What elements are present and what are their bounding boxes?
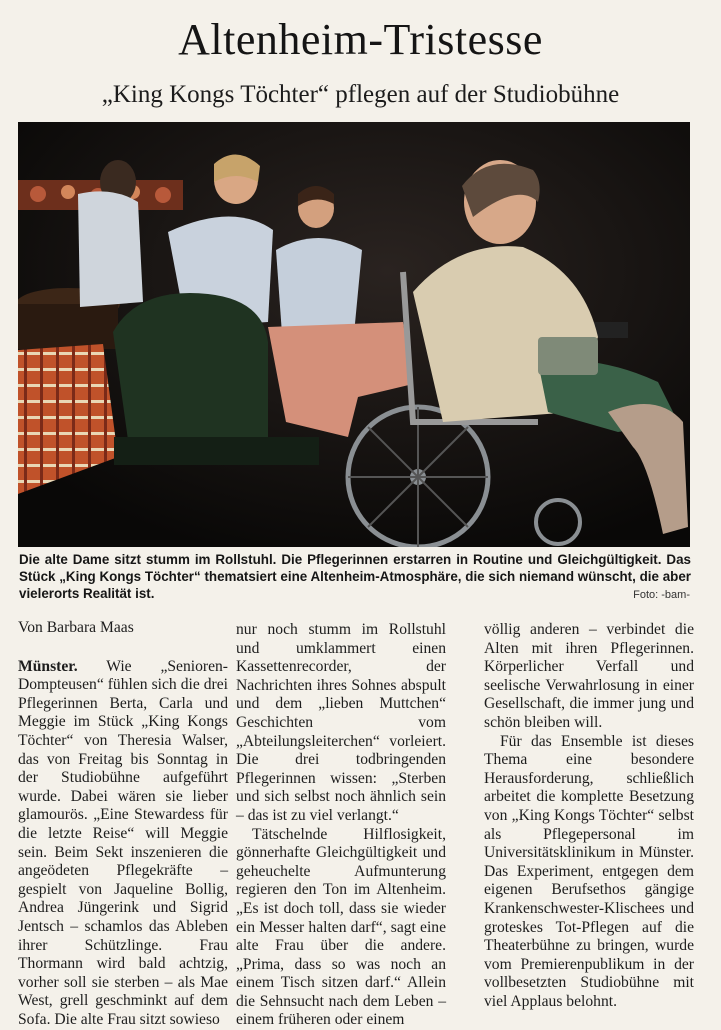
paragraph: nur noch stumm im Rollstuhl und umklammert einen Kassettenrecorder, der Nachrichten ihres Sohnes abspult und dem „lieben Muttchen“ Geschichten vom „Abteilungsleiterchen“ vorleiert. Die drei todbringenden Pflegerinnen wissen: „Sterben und sich selbst noch ähnlich sein – das ist zu viel verlangt.“ [236,621,446,824]
paragraph: Tätschelnde Hilflosigkeit, gönnerhafte Gleichgültigkeit und geheuchelte Aufmunterung regieren den Ton im Altenheim. „Es ist doch toll, dass sie wieder ein Messer halten darf“, sagt eine alte Frau über die andere. „Prima, dass so was noch an einem Tisch sitzen darf.“ Allein die Sehnsucht nach dem Leben – einem früheren oder einem [236,825,446,1029]
dateline: Münster. [18,657,78,675]
subheadline: „King Kongs Töchter“ pflegen auf der Studiobühne [101,81,620,108]
byline: Von Barbara Maas [18,619,134,636]
photo-credit: Foto: -bam- [633,589,690,601]
lead-text: Wie „Senioren-Dompteusen“ fühlen sich die drei Pflegerinnen Berta, Carla und Meggie im Stück „King Kongs Töchter“ von Theresia Walser, das von Freitag bis Sonntag in der Studiobühne aufgeführt wurde. Dabei wären sie lieber glamourös. „Eine Stewardess für die letzte Reise“ will Meggie sein. Beim Sekt inszenieren die angeödeten Pflegekräfte – gespielt von Jaqueline Bollig, Andrea Jüngerink und Sigrid Jentsch – schamlos das Ableben ihrer Schützlinge. Frau Thormann wird bald achtzig, vorher soll sie sterben – als Mae West, grell geschminkt auf dem Sofa. Die alte Frau sitzt sowieso [18,657,228,1028]
article-column-3 [484,621,694,1011]
lead-paragraph [18,658,228,1030]
photo-caption: Die alte Dame sitzt stumm im Rollstuhl. Die Pflegerinnen erstarren in Routine und Gleichgültigkeit. Das Stück „King Kongs Töchter“ thematsiert eine Altenheim-Atmosphäre, die sich niemand wünscht, die aber vielerorts Realität ist. [19,552,691,601]
article-column-2 [236,621,446,1030]
stage-photo [18,122,690,547]
paragraph: völlig anderen – verbindet die Alten mit ihren Pflegerinnen. Körperlicher Verfall und seelische Verwahrlosung in einer Gesellschaft, die immer jung und schön bleiben will. [484,621,694,731]
article-column-1 [18,619,228,1029]
headline: Altenheim-Tristesse [178,15,543,64]
paragraph: Für das Ensemble ist dieses Thema eine besondere Herausforderung, schließlich arbeitet die komplette Besetzung von „King Kongs Töchter“ selbst als Pflegepersonal im Universitätsklinikum in Münster. Das Experiment, entgegen dem eigenen Berufsethos gängige Krankenschwester-Klischees und groteskes Tot-Pflegen auf die Theaterbühne zu bringen, wurde vom Premierenpublikum in der vollbesetzten Studiobühne mit viel Applaus belohnt. [484,732,694,1010]
